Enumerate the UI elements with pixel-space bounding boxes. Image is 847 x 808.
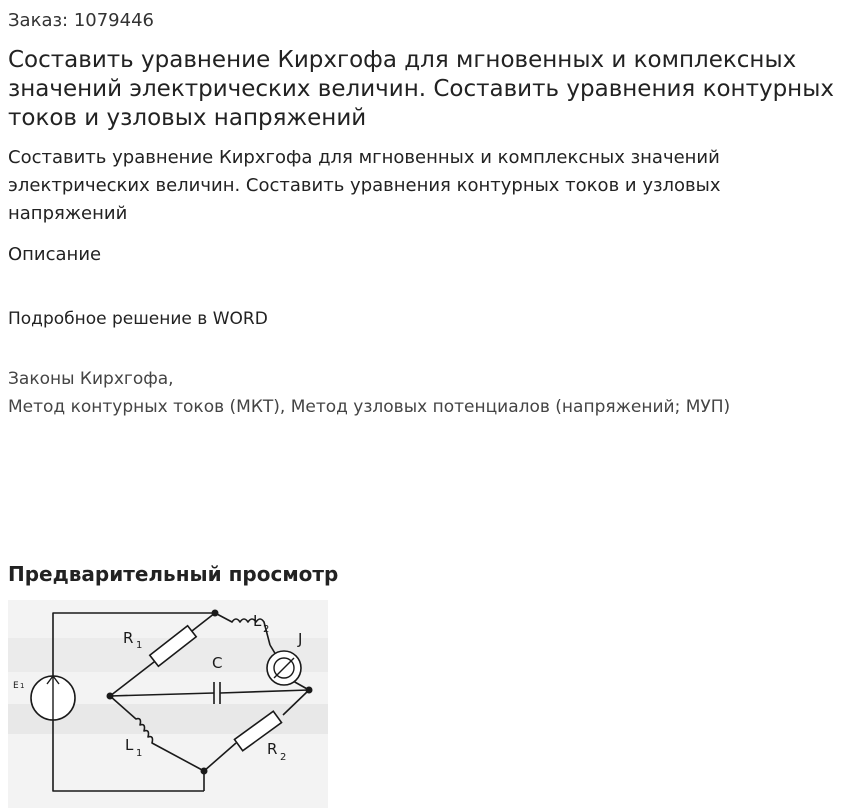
voltage-source-e xyxy=(31,676,75,720)
description-text: Составить уравнение Кирхгофа для мгновенных и комплексных значений электрических величин. Составить уравнения контурных токов и узловых напряжений xyxy=(8,147,721,224)
tags-block xyxy=(8,365,730,421)
node-top xyxy=(212,610,219,617)
tag-link-methods[interactable]: Метод контурных токов (МКТ), Метод узловых потенциалов (напряжений; МУП) xyxy=(8,397,731,417)
solution-format-text: Подробное решение в WORD xyxy=(8,309,268,329)
label-c: C xyxy=(212,654,223,672)
tag-link-kirchhoff[interactable]: Законы Кирхгофа, xyxy=(8,369,174,389)
node-right xyxy=(306,687,313,694)
circuit-preview-image[interactable] xyxy=(8,600,328,808)
description-section-label: Описание xyxy=(8,244,102,265)
label-l2: L xyxy=(253,612,262,630)
page-title: Составить уравнение Кирхгофа для мгновенных и комплексных значений электрических величин. Составить уравнения контурных токов и узловых напряжений xyxy=(8,47,834,131)
label-l1-sub: 1 xyxy=(136,748,143,759)
current-source-j xyxy=(267,651,301,685)
label-r1-sub: 1 xyxy=(136,640,143,651)
label-l2-sub: 2 xyxy=(263,624,270,635)
label-l1: L xyxy=(125,736,134,754)
label-r1: R xyxy=(123,629,134,647)
label-e: E xyxy=(13,681,19,691)
circuit-diagram xyxy=(8,600,328,808)
label-r2: R xyxy=(267,740,278,758)
node-bottom xyxy=(201,768,208,775)
label-r2-sub: 2 xyxy=(280,752,287,763)
label-j: J xyxy=(298,630,303,648)
node-left xyxy=(107,693,114,700)
label-e-sub: 1 xyxy=(20,682,25,690)
order-number: Заказ: 1079446 xyxy=(8,10,154,31)
preview-heading: Предварительный просмотр xyxy=(8,562,339,586)
